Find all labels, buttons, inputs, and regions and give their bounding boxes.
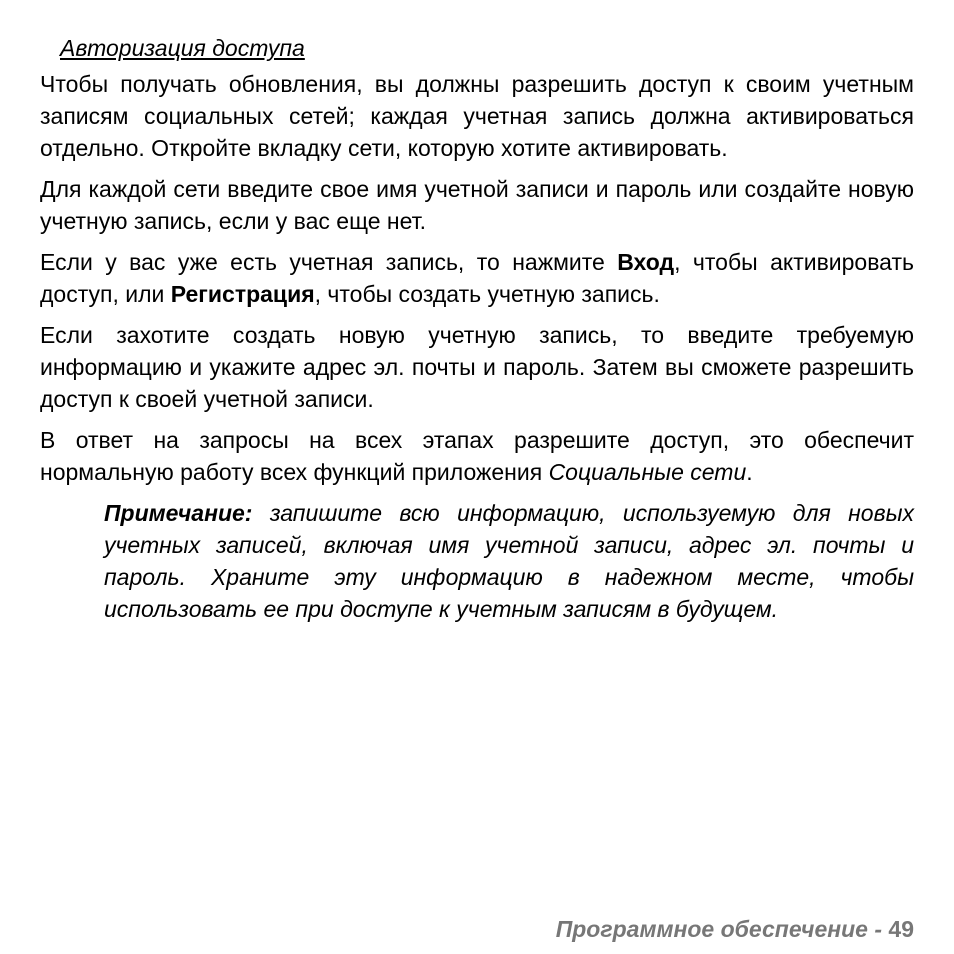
note-label: Примечание: bbox=[104, 500, 253, 526]
page-number: 49 bbox=[888, 916, 914, 942]
paragraph-login bbox=[40, 246, 914, 310]
paragraph-permissions bbox=[40, 424, 914, 488]
paragraph-permissions-text-2: . bbox=[746, 459, 753, 485]
paragraph-intro: Чтобы получать обновления, вы должны разрешить доступ к своим учетным записям социальных сетей; каждая учетная запись должна активироваться отдельно. Откройте вкладку сети, которую хотите активировать. bbox=[40, 71, 914, 161]
paragraph-login-text-2: , чтобы активировать доступ, или bbox=[40, 249, 914, 307]
note-block bbox=[104, 497, 914, 625]
app-name: Социальные сети bbox=[548, 459, 747, 485]
section-heading: Авторизация доступа bbox=[60, 35, 305, 61]
footer-section-title: Программное обеспечение - bbox=[555, 916, 889, 942]
paragraph-login-text-1: Если у вас уже есть учетная запись, то нажмите bbox=[40, 249, 618, 275]
paragraph-permissions-text-1: В ответ на запросы на всех этапах разрешите доступ, это обеспечит нормальную работу всех функций приложения bbox=[40, 427, 914, 485]
paragraph-login-text-3: , чтобы создать учетную запись. bbox=[314, 281, 660, 307]
page-footer bbox=[556, 913, 914, 945]
paragraph-credentials: Для каждой сети введите свое имя учетной записи и пароль или создайте новую учетную запись, если у вас еще нет. bbox=[40, 176, 914, 234]
register-term: Регистрация bbox=[170, 281, 315, 307]
page-content bbox=[40, 32, 914, 625]
login-term: Вход bbox=[617, 249, 675, 275]
paragraph-new-account: Если захотите создать новую учетную запись, то введите требуемую информацию и укажите адрес эл. почты и пароль. Затем вы сможете разрешить доступ к своей учетной записи. bbox=[40, 322, 914, 412]
note-text: запишите всю информацию, используемую для новых учетных записей, включая имя учетной записи, адрес эл. почты и пароль. Храните эту информацию в надежном месте, чтобы использовать ее при доступе к учетным записям в будущем. bbox=[104, 500, 914, 622]
